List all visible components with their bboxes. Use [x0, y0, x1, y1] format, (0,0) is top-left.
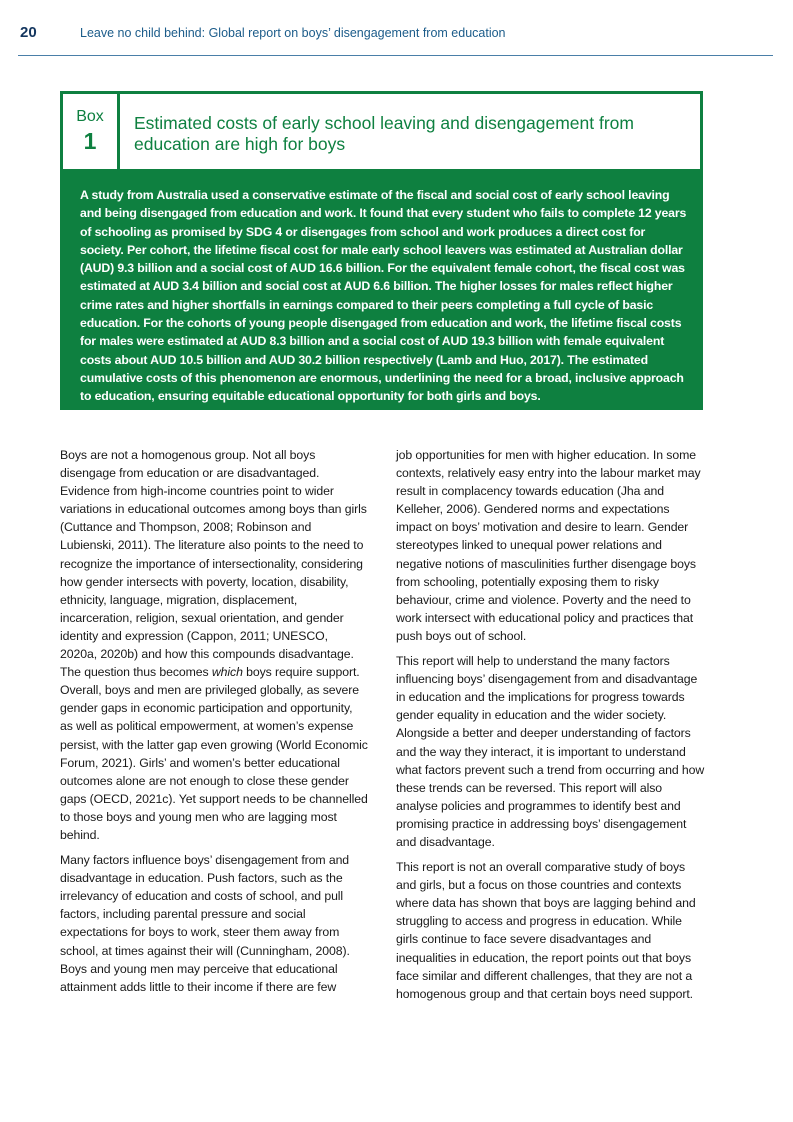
- right-paragraph-1: job opportunities for men with higher education. In some contexts, relatively easy entry into the labour market may result in complacency towards education (Jha and Kelleher, 2006). Gendered norms and expectations impact on boys’ motivation and desire to learn. Gender stereotypes linked to unequal power relations and negative notions of masculinities further disengage boys from schooling, potentially exposing them to risky behaviour, crime and violence. Poverty and the need to work intersect with educational policy and practices that push boys out of school.: [396, 448, 701, 643]
- right-paragraph-3: This report is not an overall comparative study of boys and girls, but a focus on those countries and contexts where data has shown that boys are lagging behind and struggling to access and progress in education. While girls continue to face severe disadvantages and inequalities in education, the report points out that boys face similar and different challenges, that they are not a homogenous group and that certain boys need support.: [396, 860, 696, 1001]
- box-body-text: A study from Australia used a conservative estimate of the fiscal and social cost of early school leaving and being disengaged from education and work. It found that every student who fails to complete 12 years of schooling as promised by SDG 4 or disengages from school and work produces a direct cost for society. Per cohort, the lifetime fiscal cost for male early school leavers was estimated at Australian dollar (AUD) 9.3 billion and a social cost of AUD 16.6 billion. For the equivalent female cohort, the fiscal cost was estimated at AUD 3.4 billion and social cost at AUD 6.6 billion. The higher losses for males reflect higher crime rates and higher shortfalls in earnings compared to their peers completing a full cycle of basic education. For the cohorts of young people disengaged from education and work, the lifetime fiscal costs for males were estimated at AUD 8.3 billion and a social cost of AUD 19.3 billion with female equivalent costs about AUD 10.5 billion and AUD 30.2 billion respectively (Lamb and Huo, 2017). The estimated cumulative costs of this phenomenon are enormous, underlining the need for a broad, inclusive approach to education, ensuring equitable educational opportunity for both girls and boys.: [80, 188, 687, 404]
- box-title: Estimated costs of early school leaving and disengagement from education are high for boys: [134, 113, 634, 154]
- left-column: [60, 446, 368, 1003]
- running-title: Leave no child behind: Global report on boys’ disengagement from education: [80, 26, 506, 40]
- header-divider: [18, 55, 773, 56]
- left-paragraph-1: [60, 446, 368, 844]
- box-label: [63, 94, 117, 169]
- left-paragraph-1-part-2: boys require support. Overall, boys and men are privileged globally, as severe gender gaps in economic participation and opportunity, as well as political empowerment, at women’s expense persist, with the latter gap even growing (World Economic Forum, 2021). Girls’ and women’s better educational outcomes alone are not enough to close these gender gaps (OECD, 2021c). Yet support needs to be channelled to those boys and young men who are lagging most behind.: [60, 665, 368, 842]
- left-paragraph-1-part-1: Boys are not a homogenous group. Not all boys disengage from education or are disadvantaged. Evidence from high-income countries point to wider variations in educational outcomes among boys than girls (Cuttance and Thompson, 2008; Robinson and Lubienski, 2011). The literature also points to the need to recognize the importance of intersectionality, considering how gender intersects with poverty, location, disability, ethnicity, language, migration, displacement, incarceration, religion, sexual orientation, and gender identity and expression (Cappon, 2011; UNESCO, 2020a, 2020b) and how this compounds disadvantage. The question thus becomes: [60, 448, 367, 680]
- box-label-word: Box: [76, 108, 104, 125]
- box-number: 1: [83, 128, 97, 154]
- page-number: 20: [20, 24, 37, 41]
- page-header: [0, 0, 793, 56]
- info-box: [60, 91, 703, 410]
- emphasis-which: which: [211, 665, 243, 680]
- left-paragraph-2: Many factors influence boys’ disengagement from and disadvantage in education. Push factors, such as the irrelevancy of education and costs of school, and pull factors, including parental pressure and social expectations for boys to work, steer them away from school, at times against their will (Cunningham, 2008). Boys and young men may perceive that educational attainment adds little to their income if there are few: [60, 853, 350, 994]
- right-column: [396, 446, 706, 1010]
- right-paragraph-2: This report will help to understand the many factors influencing boys’ disengagement from and disadvantage in education and the implications for progress towards gender equality in education and the wider society. Alongside a better and deeper understanding of factors and the way they interact, it is important to understand what factors prevent such a trend from occurring and how these trends can be reversed. This report will also analyse policies and programmes to identify best and promising practice in addressing boys’ disengagement and disadvantage.: [396, 654, 705, 849]
- box-title-area: [120, 94, 700, 169]
